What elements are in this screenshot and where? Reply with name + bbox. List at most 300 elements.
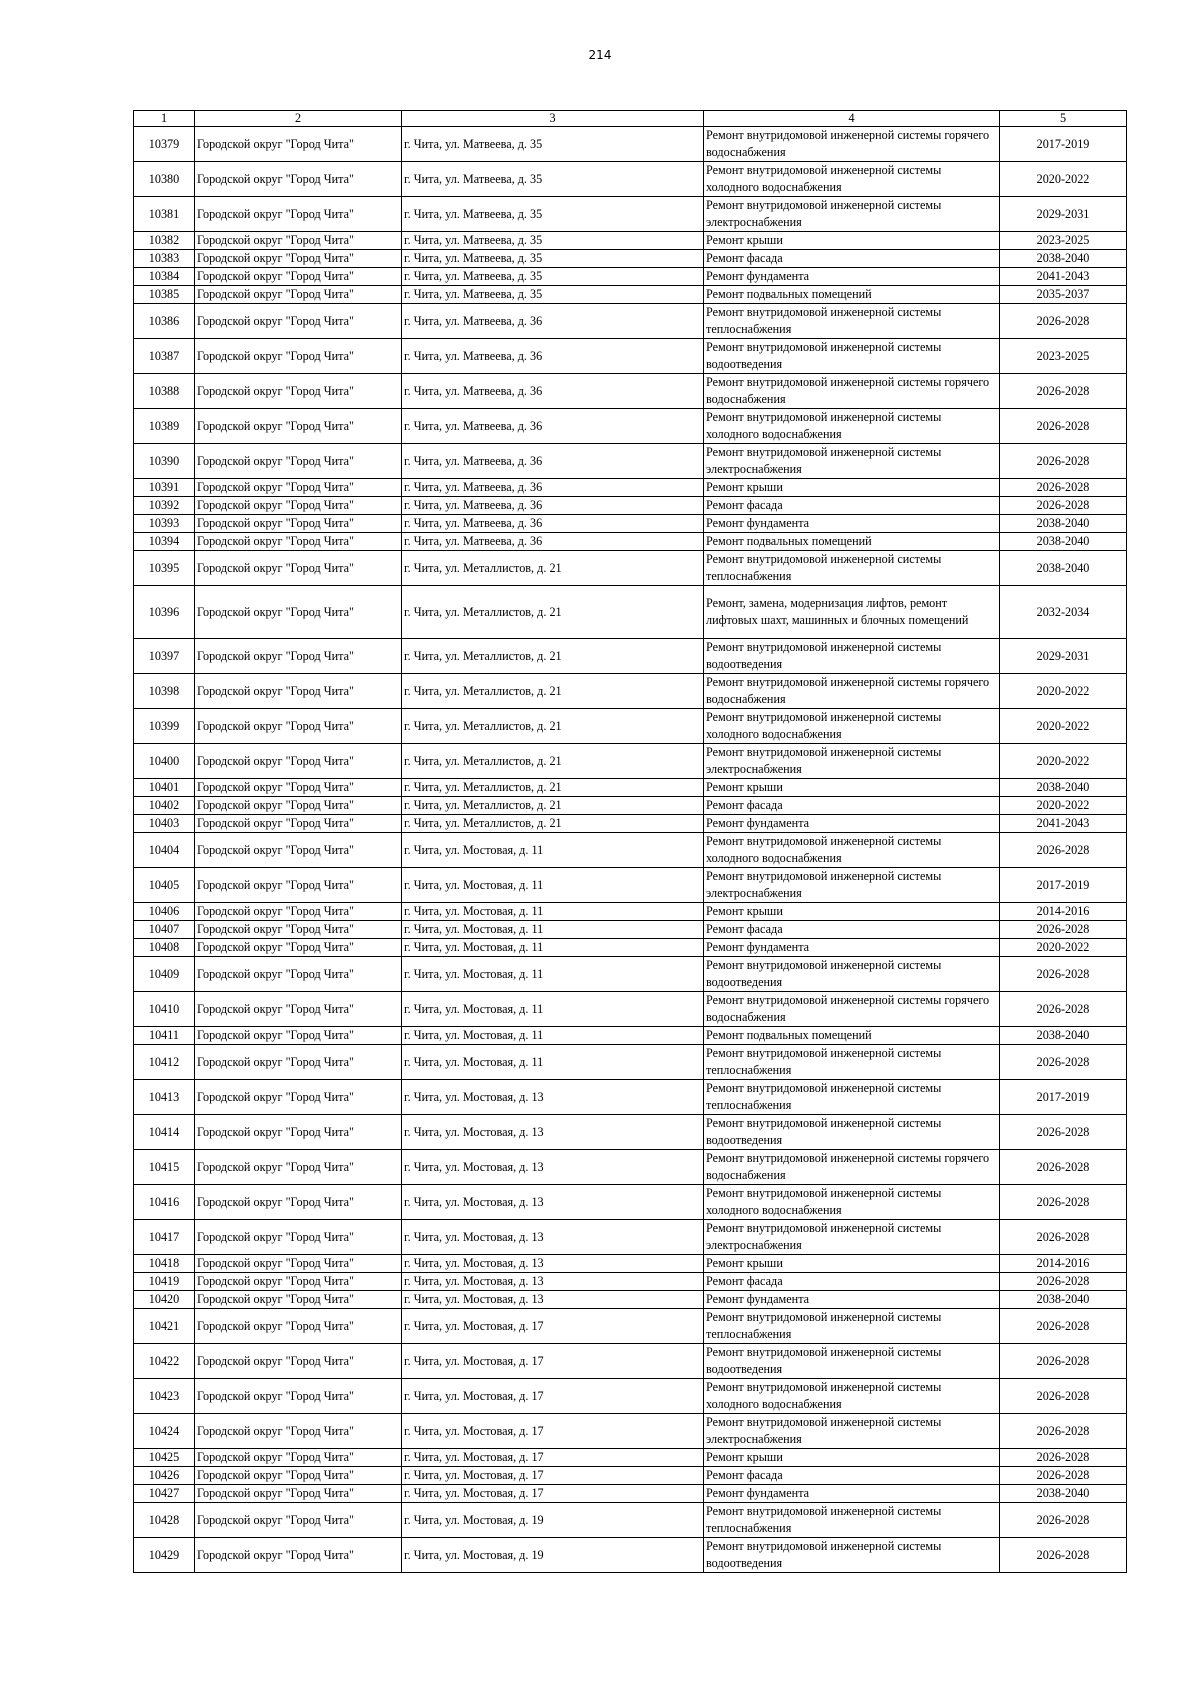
cell-work-type: Ремонт внутридомовой инженерной системы теплоснабжения bbox=[704, 1080, 1000, 1115]
cell-municipality: Городской округ "Город Чита" bbox=[195, 1538, 402, 1573]
cell-row-number: 10406 bbox=[134, 903, 195, 921]
cell-work-type: Ремонт внутридомовой инженерной системы холодного водоснабжения bbox=[704, 833, 1000, 868]
cell-period: 2026-2028 bbox=[1000, 497, 1127, 515]
cell-municipality: Городской округ "Город Чита" bbox=[195, 1150, 402, 1185]
cell-municipality: Городской округ "Город Чита" bbox=[195, 779, 402, 797]
cell-municipality: Городской округ "Город Чита" bbox=[195, 815, 402, 833]
cell-row-number: 10427 bbox=[134, 1485, 195, 1503]
table-row bbox=[134, 1150, 1127, 1185]
cell-municipality: Городской округ "Город Чита" bbox=[195, 1045, 402, 1080]
cell-work-type: Ремонт внутридомовой инженерной системы теплоснабжения bbox=[704, 1309, 1000, 1344]
page-number: 214 bbox=[588, 48, 612, 62]
table-row bbox=[134, 1309, 1127, 1344]
cell-period: 2026-2028 bbox=[1000, 992, 1127, 1027]
cell-period: 2023-2025 bbox=[1000, 339, 1127, 374]
cell-row-number: 10388 bbox=[134, 374, 195, 409]
table-row bbox=[134, 444, 1127, 479]
cell-work-type: Ремонт внутридомовой инженерной системы холодного водоснабжения bbox=[704, 1185, 1000, 1220]
cell-address: г. Чита, ул. Металлистов, д. 21 bbox=[402, 551, 704, 586]
cell-work-type: Ремонт крыши bbox=[704, 779, 1000, 797]
cell-work-type: Ремонт внутридомовой инженерной системы электроснабжения bbox=[704, 1414, 1000, 1449]
cell-row-number: 10422 bbox=[134, 1344, 195, 1379]
cell-municipality: Городской округ "Город Чита" bbox=[195, 797, 402, 815]
cell-address: г. Чита, ул. Мостовая, д. 11 bbox=[402, 939, 704, 957]
cell-period: 2026-2028 bbox=[1000, 833, 1127, 868]
cell-municipality: Городской округ "Город Чита" bbox=[195, 868, 402, 903]
cell-work-type: Ремонт фасада bbox=[704, 250, 1000, 268]
cell-address: г. Чита, ул. Матвеева, д. 35 bbox=[402, 127, 704, 162]
cell-row-number: 10404 bbox=[134, 833, 195, 868]
cell-period: 2026-2028 bbox=[1000, 1379, 1127, 1414]
cell-work-type: Ремонт внутридомовой инженерной системы холодного водоснабжения bbox=[704, 709, 1000, 744]
cell-address: г. Чита, ул. Матвеева, д. 36 bbox=[402, 304, 704, 339]
cell-municipality: Городской округ "Город Чита" bbox=[195, 1220, 402, 1255]
table-row bbox=[134, 992, 1127, 1027]
cell-municipality: Городской округ "Город Чита" bbox=[195, 903, 402, 921]
cell-address: г. Чита, ул. Металлистов, д. 21 bbox=[402, 674, 704, 709]
cell-work-type: Ремонт крыши bbox=[704, 903, 1000, 921]
cell-work-type: Ремонт фундамента bbox=[704, 815, 1000, 833]
cell-work-type: Ремонт внутридомовой инженерной системы холодного водоснабжения bbox=[704, 162, 1000, 197]
cell-municipality: Городской округ "Город Чита" bbox=[195, 479, 402, 497]
cell-address: г. Чита, ул. Мостовая, д. 11 bbox=[402, 903, 704, 921]
cell-period: 2038-2040 bbox=[1000, 250, 1127, 268]
table-row bbox=[134, 250, 1127, 268]
cell-address: г. Чита, ул. Мостовая, д. 13 bbox=[402, 1255, 704, 1273]
table-row bbox=[134, 1538, 1127, 1573]
cell-period: 2038-2040 bbox=[1000, 515, 1127, 533]
cell-row-number: 10393 bbox=[134, 515, 195, 533]
table-row bbox=[134, 1045, 1127, 1080]
table-row bbox=[134, 1379, 1127, 1414]
cell-municipality: Городской округ "Город Чита" bbox=[195, 551, 402, 586]
cell-row-number: 10401 bbox=[134, 779, 195, 797]
cell-municipality: Городской округ "Город Чита" bbox=[195, 1255, 402, 1273]
cell-work-type: Ремонт внутридомовой инженерной системы горячего водоснабжения bbox=[704, 674, 1000, 709]
cell-row-number: 10423 bbox=[134, 1379, 195, 1414]
cell-row-number: 10415 bbox=[134, 1150, 195, 1185]
cell-period: 2014-2016 bbox=[1000, 1255, 1127, 1273]
cell-row-number: 10398 bbox=[134, 674, 195, 709]
cell-period: 2026-2028 bbox=[1000, 957, 1127, 992]
cell-period: 2038-2040 bbox=[1000, 1291, 1127, 1309]
cell-period: 2038-2040 bbox=[1000, 1027, 1127, 1045]
cell-work-type: Ремонт внутридомовой инженерной системы водоотведения bbox=[704, 1115, 1000, 1150]
cell-address: г. Чита, ул. Металлистов, д. 21 bbox=[402, 815, 704, 833]
cell-municipality: Городской округ "Город Чита" bbox=[195, 1449, 402, 1467]
cell-work-type: Ремонт крыши bbox=[704, 1449, 1000, 1467]
cell-work-type: Ремонт фасада bbox=[704, 797, 1000, 815]
table-row bbox=[134, 1027, 1127, 1045]
cell-row-number: 10405 bbox=[134, 868, 195, 903]
table-row bbox=[134, 744, 1127, 779]
cell-row-number: 10419 bbox=[134, 1273, 195, 1291]
cell-work-type: Ремонт фундамента bbox=[704, 515, 1000, 533]
cell-municipality: Городской округ "Город Чита" bbox=[195, 497, 402, 515]
cell-period: 2029-2031 bbox=[1000, 639, 1127, 674]
cell-row-number: 10383 bbox=[134, 250, 195, 268]
cell-address: г. Чита, ул. Металлистов, д. 21 bbox=[402, 709, 704, 744]
cell-municipality: Городской округ "Город Чита" bbox=[195, 286, 402, 304]
cell-row-number: 10381 bbox=[134, 197, 195, 232]
cell-municipality: Городской округ "Город Чита" bbox=[195, 709, 402, 744]
table-row bbox=[134, 1291, 1127, 1309]
cell-row-number: 10387 bbox=[134, 339, 195, 374]
cell-work-type: Ремонт внутридомовой инженерной системы теплоснабжения bbox=[704, 1503, 1000, 1538]
cell-work-type: Ремонт внутридомовой инженерной системы горячего водоснабжения bbox=[704, 992, 1000, 1027]
cell-address: г. Чита, ул. Металлистов, д. 21 bbox=[402, 797, 704, 815]
table-row bbox=[134, 903, 1127, 921]
cell-work-type: Ремонт внутридомовой инженерной системы электроснабжения bbox=[704, 197, 1000, 232]
cell-row-number: 10386 bbox=[134, 304, 195, 339]
table-header bbox=[134, 111, 1127, 127]
cell-work-type: Ремонт крыши bbox=[704, 479, 1000, 497]
cell-row-number: 10413 bbox=[134, 1080, 195, 1115]
cell-address: г. Чита, ул. Мостовая, д. 19 bbox=[402, 1503, 704, 1538]
header-cell-2: 2 bbox=[195, 111, 402, 127]
cell-row-number: 10418 bbox=[134, 1255, 195, 1273]
table-row bbox=[134, 339, 1127, 374]
cell-period: 2017-2019 bbox=[1000, 127, 1127, 162]
header-cell-1: 1 bbox=[134, 111, 195, 127]
cell-address: г. Чита, ул. Мостовая, д. 11 bbox=[402, 868, 704, 903]
cell-work-type: Ремонт фундамента bbox=[704, 939, 1000, 957]
cell-work-type: Ремонт внутридомовой инженерной системы горячего водоснабжения bbox=[704, 1150, 1000, 1185]
cell-period: 2041-2043 bbox=[1000, 268, 1127, 286]
cell-row-number: 10428 bbox=[134, 1503, 195, 1538]
table-row bbox=[134, 1220, 1127, 1255]
cell-address: г. Чита, ул. Матвеева, д. 36 bbox=[402, 515, 704, 533]
cell-work-type: Ремонт внутридомовой инженерной системы теплоснабжения bbox=[704, 551, 1000, 586]
cell-municipality: Городской округ "Город Чита" bbox=[195, 1273, 402, 1291]
cell-row-number: 10380 bbox=[134, 162, 195, 197]
cell-municipality: Городской округ "Город Чита" bbox=[195, 992, 402, 1027]
cell-period: 2020-2022 bbox=[1000, 744, 1127, 779]
table-row bbox=[134, 779, 1127, 797]
table-row bbox=[134, 921, 1127, 939]
table-row bbox=[134, 515, 1127, 533]
table-row bbox=[134, 1185, 1127, 1220]
cell-row-number: 10389 bbox=[134, 409, 195, 444]
cell-address: г. Чита, ул. Металлистов, д. 21 bbox=[402, 779, 704, 797]
cell-work-type: Ремонт внутридомовой инженерной системы теплоснабжения bbox=[704, 304, 1000, 339]
cell-municipality: Городской округ "Город Чита" bbox=[195, 1503, 402, 1538]
cell-period: 2026-2028 bbox=[1000, 1414, 1127, 1449]
cell-address: г. Чита, ул. Мостовая, д. 13 bbox=[402, 1220, 704, 1255]
cell-work-type: Ремонт, замена, модернизация лифтов, ремонт лифтовых шахт, машинных и блочных помещений bbox=[704, 586, 1000, 639]
cell-period: 2026-2028 bbox=[1000, 1115, 1127, 1150]
cell-work-type: Ремонт внутридомовой инженерной системы водоотведения bbox=[704, 957, 1000, 992]
cell-work-type: Ремонт внутридомовой инженерной системы горячего водоснабжения bbox=[704, 127, 1000, 162]
table-body bbox=[134, 127, 1127, 1573]
cell-address: г. Чита, ул. Мостовая, д. 17 bbox=[402, 1379, 704, 1414]
repair-schedule-table bbox=[133, 110, 1127, 1573]
header-cell-3: 3 bbox=[402, 111, 704, 127]
cell-row-number: 10414 bbox=[134, 1115, 195, 1150]
cell-period: 2020-2022 bbox=[1000, 709, 1127, 744]
cell-municipality: Городской округ "Город Чита" bbox=[195, 515, 402, 533]
cell-period: 2026-2028 bbox=[1000, 1150, 1127, 1185]
cell-address: г. Чита, ул. Мостовая, д. 11 bbox=[402, 992, 704, 1027]
cell-municipality: Городской округ "Город Чита" bbox=[195, 674, 402, 709]
cell-work-type: Ремонт внутридомовой инженерной системы холодного водоснабжения bbox=[704, 1379, 1000, 1414]
cell-address: г. Чита, ул. Матвеева, д. 36 bbox=[402, 444, 704, 479]
cell-work-type: Ремонт внутридомовой инженерной системы водоотведения bbox=[704, 639, 1000, 674]
table-row bbox=[134, 197, 1127, 232]
cell-address: г. Чита, ул. Мостовая, д. 11 bbox=[402, 833, 704, 868]
cell-address: г. Чита, ул. Матвеева, д. 36 bbox=[402, 533, 704, 551]
cell-municipality: Городской округ "Город Чита" bbox=[195, 127, 402, 162]
table-row bbox=[134, 374, 1127, 409]
cell-row-number: 10411 bbox=[134, 1027, 195, 1045]
cell-row-number: 10429 bbox=[134, 1538, 195, 1573]
cell-row-number: 10399 bbox=[134, 709, 195, 744]
cell-address: г. Чита, ул. Мостовая, д. 11 bbox=[402, 1027, 704, 1045]
table-row bbox=[134, 304, 1127, 339]
cell-municipality: Городской округ "Город Чита" bbox=[195, 833, 402, 868]
cell-period: 2020-2022 bbox=[1000, 797, 1127, 815]
cell-row-number: 10385 bbox=[134, 286, 195, 304]
cell-address: г. Чита, ул. Мостовая, д. 11 bbox=[402, 921, 704, 939]
cell-municipality: Городской округ "Город Чита" bbox=[195, 639, 402, 674]
table-row bbox=[134, 1115, 1127, 1150]
cell-row-number: 10417 bbox=[134, 1220, 195, 1255]
cell-row-number: 10424 bbox=[134, 1414, 195, 1449]
cell-work-type: Ремонт внутридомовой инженерной системы электроснабжения bbox=[704, 744, 1000, 779]
cell-municipality: Городской округ "Город Чита" bbox=[195, 921, 402, 939]
cell-address: г. Чита, ул. Мостовая, д. 17 bbox=[402, 1309, 704, 1344]
table-row bbox=[134, 533, 1127, 551]
cell-municipality: Городской округ "Город Чита" bbox=[195, 1185, 402, 1220]
cell-address: г. Чита, ул. Мостовая, д. 11 bbox=[402, 957, 704, 992]
cell-municipality: Городской округ "Город Чита" bbox=[195, 162, 402, 197]
cell-period: 2026-2028 bbox=[1000, 1467, 1127, 1485]
table-row bbox=[134, 1467, 1127, 1485]
cell-row-number: 10416 bbox=[134, 1185, 195, 1220]
cell-period: 2032-2034 bbox=[1000, 586, 1127, 639]
cell-municipality: Городской округ "Город Чита" bbox=[195, 586, 402, 639]
cell-municipality: Городской округ "Город Чита" bbox=[195, 197, 402, 232]
table-row bbox=[134, 957, 1127, 992]
table-row bbox=[134, 1449, 1127, 1467]
cell-address: г. Чита, ул. Металлистов, д. 21 bbox=[402, 639, 704, 674]
cell-row-number: 10421 bbox=[134, 1309, 195, 1344]
table-row bbox=[134, 1485, 1127, 1503]
cell-row-number: 10409 bbox=[134, 957, 195, 992]
cell-row-number: 10396 bbox=[134, 586, 195, 639]
cell-period: 2023-2025 bbox=[1000, 232, 1127, 250]
cell-address: г. Чита, ул. Матвеева, д. 36 bbox=[402, 479, 704, 497]
cell-address: г. Чита, ул. Мостовая, д. 11 bbox=[402, 1045, 704, 1080]
cell-address: г. Чита, ул. Мостовая, д. 17 bbox=[402, 1467, 704, 1485]
cell-municipality: Городской округ "Город Чита" bbox=[195, 409, 402, 444]
cell-period: 2026-2028 bbox=[1000, 1538, 1127, 1573]
cell-work-type: Ремонт подвальных помещений bbox=[704, 533, 1000, 551]
cell-row-number: 10397 bbox=[134, 639, 195, 674]
cell-address: г. Чита, ул. Матвеева, д. 35 bbox=[402, 232, 704, 250]
table-row bbox=[134, 232, 1127, 250]
cell-period: 2026-2028 bbox=[1000, 1220, 1127, 1255]
cell-address: г. Чита, ул. Мостовая, д. 17 bbox=[402, 1344, 704, 1379]
cell-municipality: Городской округ "Город Чита" bbox=[195, 533, 402, 551]
table-row bbox=[134, 286, 1127, 304]
cell-period: 2026-2028 bbox=[1000, 1503, 1127, 1538]
cell-work-type: Ремонт подвальных помещений bbox=[704, 286, 1000, 304]
cell-work-type: Ремонт внутридомовой инженерной системы горячего водоснабжения bbox=[704, 374, 1000, 409]
cell-work-type: Ремонт подвальных помещений bbox=[704, 1027, 1000, 1045]
cell-row-number: 10407 bbox=[134, 921, 195, 939]
cell-work-type: Ремонт внутридомовой инженерной системы водоотведения bbox=[704, 339, 1000, 374]
cell-period: 2026-2028 bbox=[1000, 921, 1127, 939]
header-cell-5: 5 bbox=[1000, 111, 1127, 127]
table-row bbox=[134, 709, 1127, 744]
table-row bbox=[134, 551, 1127, 586]
cell-row-number: 10426 bbox=[134, 1467, 195, 1485]
cell-address: г. Чита, ул. Матвеева, д. 36 bbox=[402, 497, 704, 515]
cell-municipality: Городской округ "Город Чита" bbox=[195, 1309, 402, 1344]
cell-address: г. Чита, ул. Мостовая, д. 13 bbox=[402, 1273, 704, 1291]
cell-address: г. Чита, ул. Мостовая, д. 13 bbox=[402, 1080, 704, 1115]
table-row bbox=[134, 815, 1127, 833]
cell-row-number: 10379 bbox=[134, 127, 195, 162]
cell-municipality: Городской округ "Город Чита" bbox=[195, 1344, 402, 1379]
cell-address: г. Чита, ул. Матвеева, д. 36 bbox=[402, 339, 704, 374]
cell-address: г. Чита, ул. Матвеева, д. 35 bbox=[402, 197, 704, 232]
cell-address: г. Чита, ул. Мостовая, д. 13 bbox=[402, 1115, 704, 1150]
cell-period: 2026-2028 bbox=[1000, 1273, 1127, 1291]
cell-municipality: Городской округ "Город Чита" bbox=[195, 957, 402, 992]
cell-period: 2026-2028 bbox=[1000, 1309, 1127, 1344]
cell-period: 2026-2028 bbox=[1000, 479, 1127, 497]
cell-municipality: Городской округ "Город Чита" bbox=[195, 232, 402, 250]
cell-work-type: Ремонт внутридомовой инженерной системы теплоснабжения bbox=[704, 1045, 1000, 1080]
table-row bbox=[134, 1080, 1127, 1115]
cell-municipality: Городской округ "Город Чита" bbox=[195, 1379, 402, 1414]
cell-municipality: Городской округ "Город Чита" bbox=[195, 339, 402, 374]
cell-work-type: Ремонт фундамента bbox=[704, 1291, 1000, 1309]
cell-period: 2026-2028 bbox=[1000, 444, 1127, 479]
cell-address: г. Чита, ул. Мостовая, д. 13 bbox=[402, 1150, 704, 1185]
cell-period: 2026-2028 bbox=[1000, 304, 1127, 339]
cell-address: г. Чита, ул. Матвеева, д. 36 bbox=[402, 409, 704, 444]
cell-address: г. Чита, ул. Матвеева, д. 36 bbox=[402, 374, 704, 409]
cell-address: г. Чита, ул. Матвеева, д. 35 bbox=[402, 286, 704, 304]
cell-municipality: Городской округ "Город Чита" bbox=[195, 374, 402, 409]
cell-municipality: Городской округ "Город Чита" bbox=[195, 1080, 402, 1115]
cell-period: 2020-2022 bbox=[1000, 674, 1127, 709]
table-row bbox=[134, 162, 1127, 197]
table-row bbox=[134, 479, 1127, 497]
cell-municipality: Городской округ "Город Чита" bbox=[195, 939, 402, 957]
cell-work-type: Ремонт фасада bbox=[704, 1273, 1000, 1291]
cell-row-number: 10382 bbox=[134, 232, 195, 250]
table-row bbox=[134, 409, 1127, 444]
cell-municipality: Городской округ "Город Чита" bbox=[195, 1414, 402, 1449]
cell-address: г. Чита, ул. Матвеева, д. 35 bbox=[402, 250, 704, 268]
table-row bbox=[134, 1414, 1127, 1449]
cell-work-type: Ремонт фасада bbox=[704, 1467, 1000, 1485]
table-row bbox=[134, 127, 1127, 162]
cell-municipality: Городской округ "Город Чита" bbox=[195, 1027, 402, 1045]
cell-municipality: Городской округ "Город Чита" bbox=[195, 1485, 402, 1503]
cell-work-type: Ремонт внутридомовой инженерной системы холодного водоснабжения bbox=[704, 409, 1000, 444]
table-row bbox=[134, 639, 1127, 674]
cell-period: 2017-2019 bbox=[1000, 1080, 1127, 1115]
cell-address: г. Чита, ул. Мостовая, д. 17 bbox=[402, 1485, 704, 1503]
cell-municipality: Городской округ "Город Чита" bbox=[195, 1467, 402, 1485]
cell-address: г. Чита, ул. Мостовая, д. 13 bbox=[402, 1291, 704, 1309]
cell-work-type: Ремонт внутридомовой инженерной системы водоотведения bbox=[704, 1344, 1000, 1379]
header-row bbox=[134, 111, 1127, 127]
cell-period: 2029-2031 bbox=[1000, 197, 1127, 232]
cell-address: г. Чита, ул. Мостовая, д. 17 bbox=[402, 1449, 704, 1467]
table-row bbox=[134, 497, 1127, 515]
cell-address: г. Чита, ул. Металлистов, д. 21 bbox=[402, 586, 704, 639]
table-row bbox=[134, 1503, 1127, 1538]
cell-work-type: Ремонт фундамента bbox=[704, 268, 1000, 286]
cell-work-type: Ремонт крыши bbox=[704, 232, 1000, 250]
cell-period: 2026-2028 bbox=[1000, 1045, 1127, 1080]
cell-row-number: 10410 bbox=[134, 992, 195, 1027]
cell-period: 2026-2028 bbox=[1000, 374, 1127, 409]
cell-row-number: 10390 bbox=[134, 444, 195, 479]
cell-row-number: 10395 bbox=[134, 551, 195, 586]
table-row bbox=[134, 868, 1127, 903]
cell-work-type: Ремонт фасада bbox=[704, 497, 1000, 515]
cell-municipality: Городской округ "Город Чита" bbox=[195, 1291, 402, 1309]
cell-work-type: Ремонт крыши bbox=[704, 1255, 1000, 1273]
cell-row-number: 10392 bbox=[134, 497, 195, 515]
table-row bbox=[134, 586, 1127, 639]
cell-address: г. Чита, ул. Металлистов, д. 21 bbox=[402, 744, 704, 779]
table-row bbox=[134, 674, 1127, 709]
cell-period: 2038-2040 bbox=[1000, 533, 1127, 551]
cell-period: 2038-2040 bbox=[1000, 1485, 1127, 1503]
cell-work-type: Ремонт внутридомовой инженерной системы электроснабжения bbox=[704, 868, 1000, 903]
cell-period: 2020-2022 bbox=[1000, 939, 1127, 957]
cell-row-number: 10391 bbox=[134, 479, 195, 497]
cell-work-type: Ремонт фундамента bbox=[704, 1485, 1000, 1503]
cell-period: 2026-2028 bbox=[1000, 1185, 1127, 1220]
cell-row-number: 10403 bbox=[134, 815, 195, 833]
table-row bbox=[134, 1255, 1127, 1273]
table-row bbox=[134, 939, 1127, 957]
cell-row-number: 10400 bbox=[134, 744, 195, 779]
table-row bbox=[134, 1344, 1127, 1379]
cell-address: г. Чита, ул. Матвеева, д. 35 bbox=[402, 162, 704, 197]
cell-work-type: Ремонт внутридомовой инженерной системы электроснабжения bbox=[704, 444, 1000, 479]
cell-period: 2035-2037 bbox=[1000, 286, 1127, 304]
cell-municipality: Городской округ "Город Чита" bbox=[195, 444, 402, 479]
cell-period: 2041-2043 bbox=[1000, 815, 1127, 833]
cell-address: г. Чита, ул. Мостовая, д. 17 bbox=[402, 1414, 704, 1449]
cell-period: 2026-2028 bbox=[1000, 1449, 1127, 1467]
cell-row-number: 10420 bbox=[134, 1291, 195, 1309]
cell-address: г. Чита, ул. Матвеева, д. 35 bbox=[402, 268, 704, 286]
cell-work-type: Ремонт фасада bbox=[704, 921, 1000, 939]
cell-row-number: 10408 bbox=[134, 939, 195, 957]
cell-municipality: Городской округ "Город Чита" bbox=[195, 304, 402, 339]
cell-municipality: Городской округ "Город Чита" bbox=[195, 1115, 402, 1150]
cell-period: 2026-2028 bbox=[1000, 409, 1127, 444]
cell-row-number: 10384 bbox=[134, 268, 195, 286]
cell-work-type: Ремонт внутридомовой инженерной системы электроснабжения bbox=[704, 1220, 1000, 1255]
cell-period: 2038-2040 bbox=[1000, 779, 1127, 797]
cell-municipality: Городской округ "Город Чита" bbox=[195, 268, 402, 286]
cell-row-number: 10402 bbox=[134, 797, 195, 815]
cell-period: 2020-2022 bbox=[1000, 162, 1127, 197]
cell-row-number: 10412 bbox=[134, 1045, 195, 1080]
